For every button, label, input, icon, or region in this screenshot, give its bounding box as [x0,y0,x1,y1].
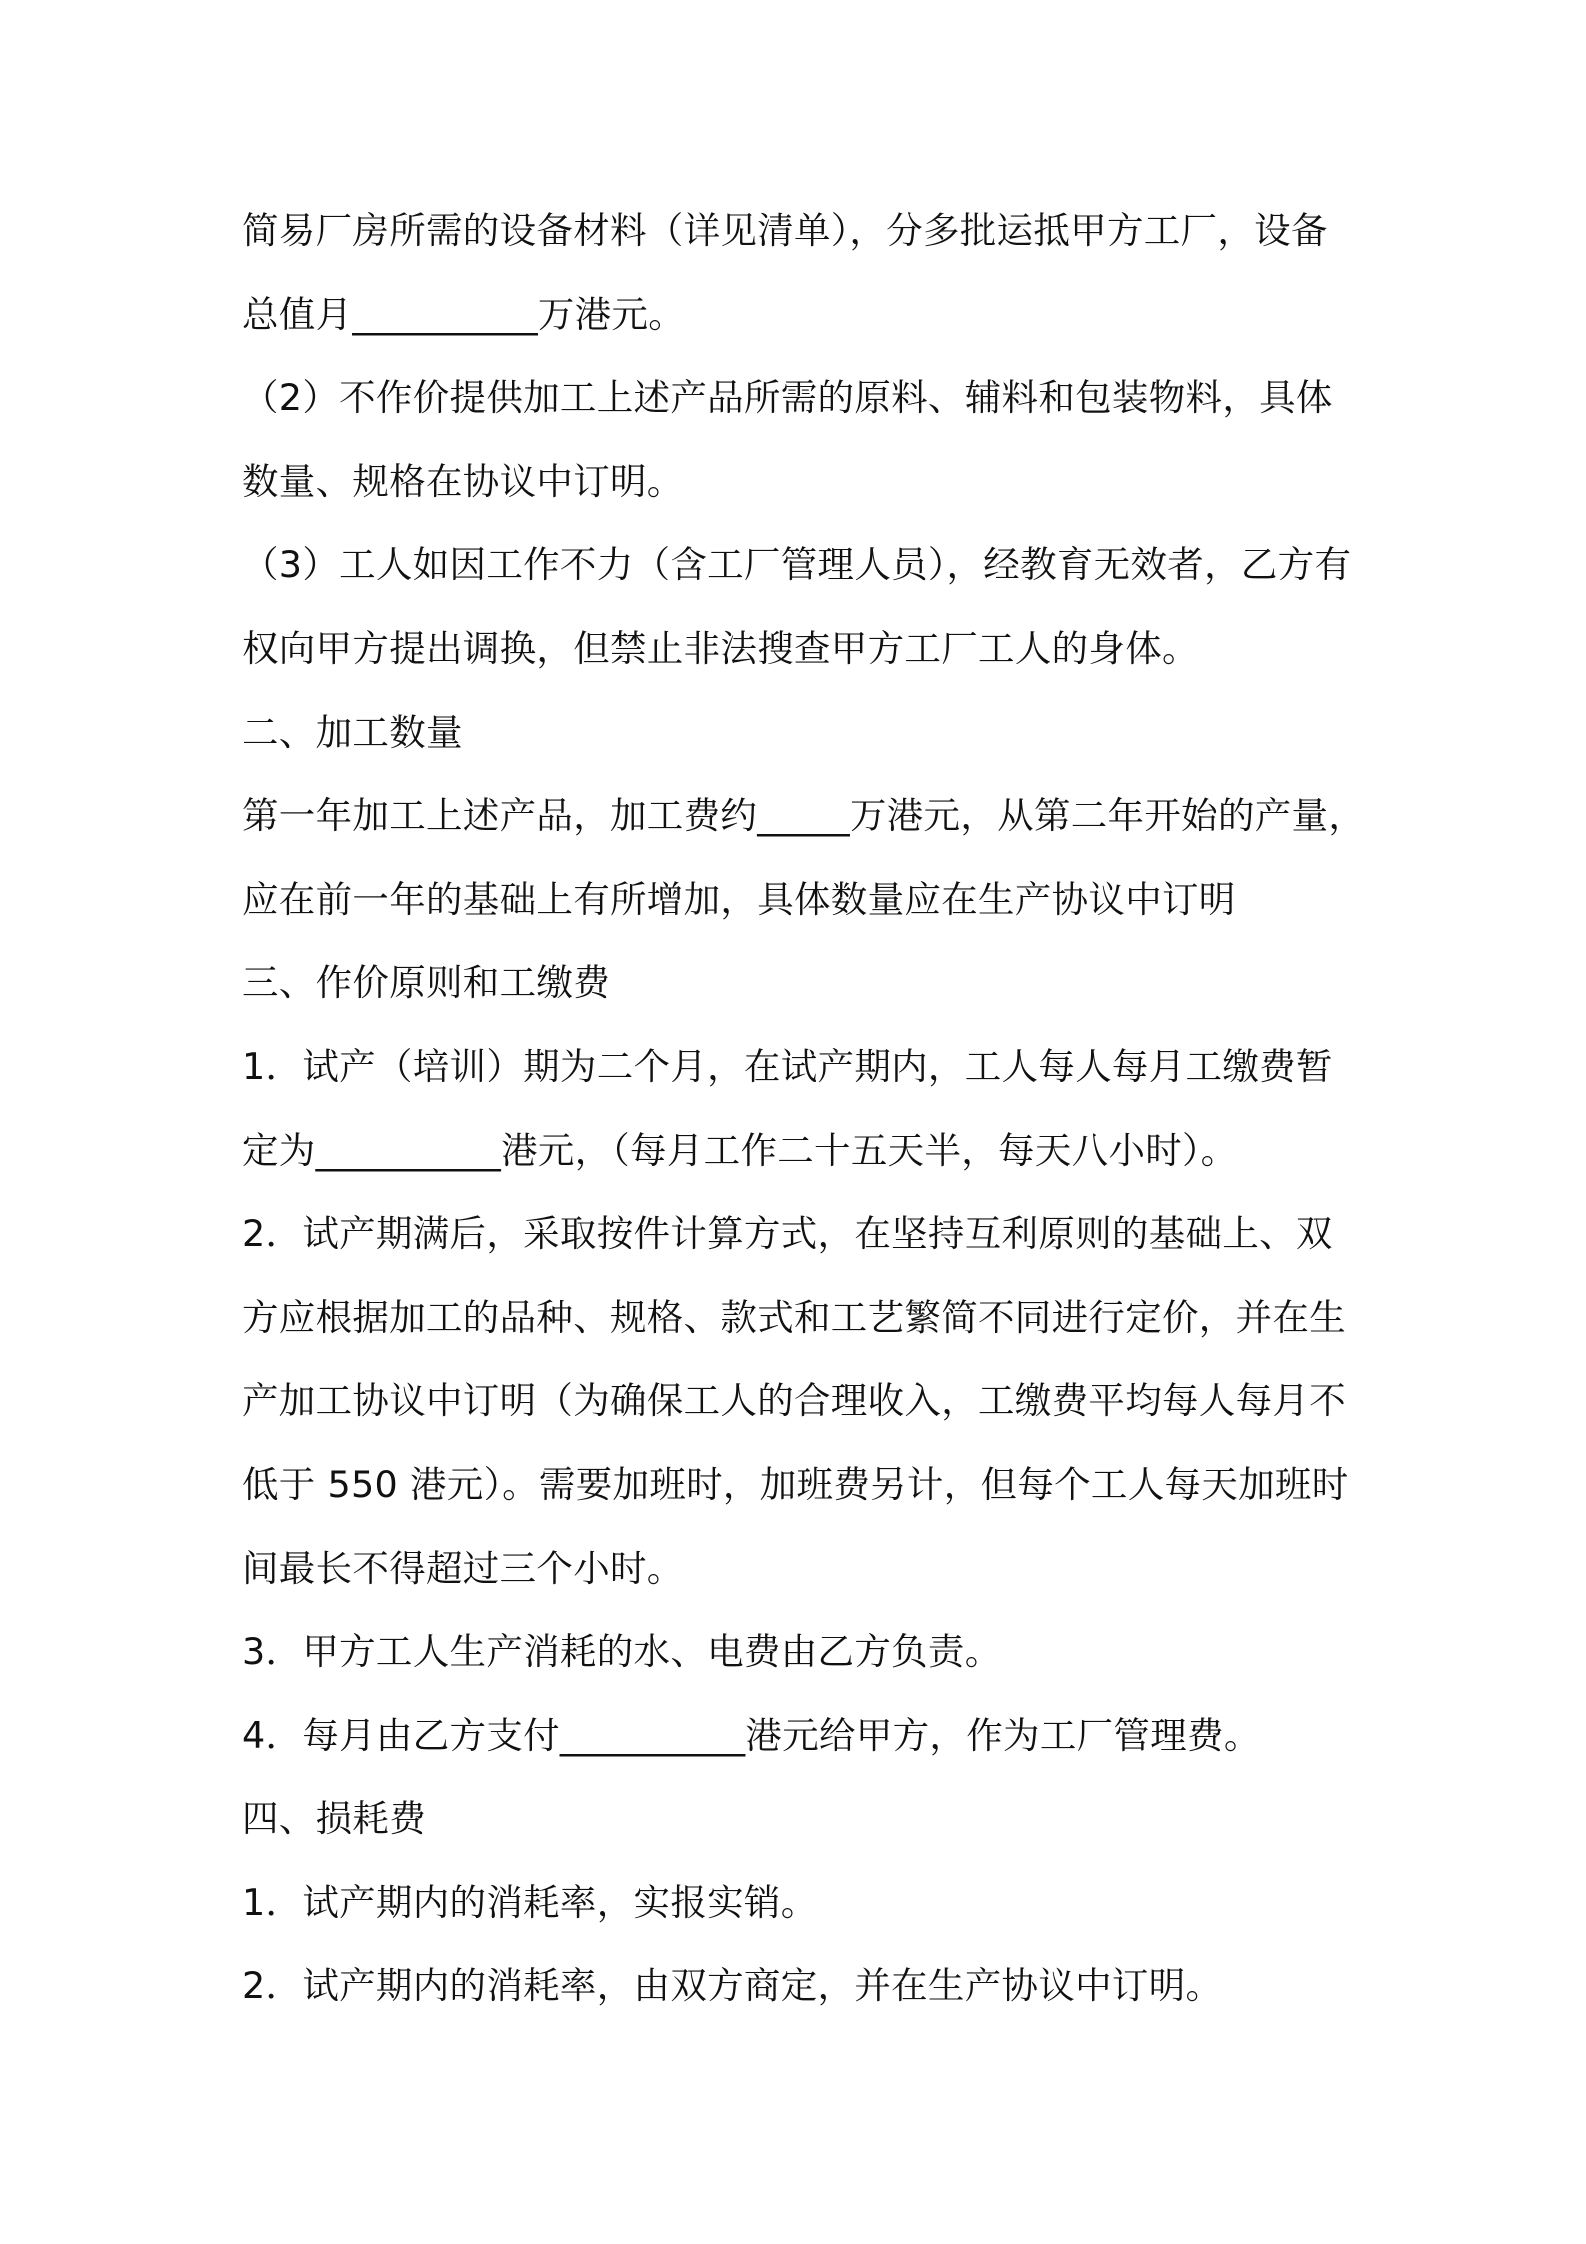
paragraph-line: 应在前一年的基础上有所增加，具体数量应在生产协议中订明 [242,877,1236,921]
paragraph-line: 2．试产期内的消耗率，由双方商定，并在生产协议中订明。 [242,1964,1223,2008]
section-heading: 二、加工数量 [242,710,463,754]
paragraph-line: 定为__________港元，（每月工作二十五天半，每天八小时）。 [242,1128,1238,1172]
paragraph-line: 间最长不得超过三个小时。 [242,1546,684,1590]
paragraph-line: 2．试产期满后，采取按件计算方式，在坚持互利原则的基础上、双 [242,1212,1333,1256]
paragraph-line: 低于 550 港元）。需要加班时，加班费另计，但每个工人每天加班时 [242,1462,1349,1506]
paragraph-line: 方应根据加工的品种、规格、款式和工艺繁简不同进行定价，并在生 [242,1295,1346,1339]
paragraph-line: 产加工协议中订明（为确保工人的合理收入，工缴费平均每人每月不 [242,1379,1346,1423]
paragraph-line: （2）不作价提供加工上述产品所需的原料、辅料和包装物料，具体 [242,376,1333,420]
paragraph-line: 3．甲方工人生产消耗的水、电费由乙方负责。 [242,1630,1002,1674]
paragraph-line: 数量、规格在协议中订明。 [242,459,684,503]
paragraph-line: 简易厂房所需的设备材料（详见清单），分多批运抵甲方工厂，设备 [242,209,1328,252]
paragraph-line: 权向甲方提出调换，但禁止非法搜查甲方工厂工人的身体。 [242,626,1199,670]
section-heading: 四、损耗费 [242,1797,426,1841]
section-heading: 三、作价原则和工缴费 [242,961,610,1005]
paragraph-line: 总值月__________万港元。 [242,292,686,336]
paragraph-line: 第一年加工上述产品，加工费约_____万港元，从第二年开始的产量， [242,794,1366,838]
document-body [242,196,1366,2035]
paragraph-line: 4．每月由乙方支付__________港元给甲方，作为工厂管理费。 [242,1713,1261,1757]
paragraph-line: （3）工人如因工作不力（含工厂管理人员），经教育无效者，乙方有 [242,543,1352,587]
paragraph-line: 1．试产（培训）期为二个月，在试产期内，工人每人每月工缴费暂 [242,1044,1333,1088]
paragraph-line: 1．试产期内的消耗率，实报实销。 [242,1880,818,1924]
